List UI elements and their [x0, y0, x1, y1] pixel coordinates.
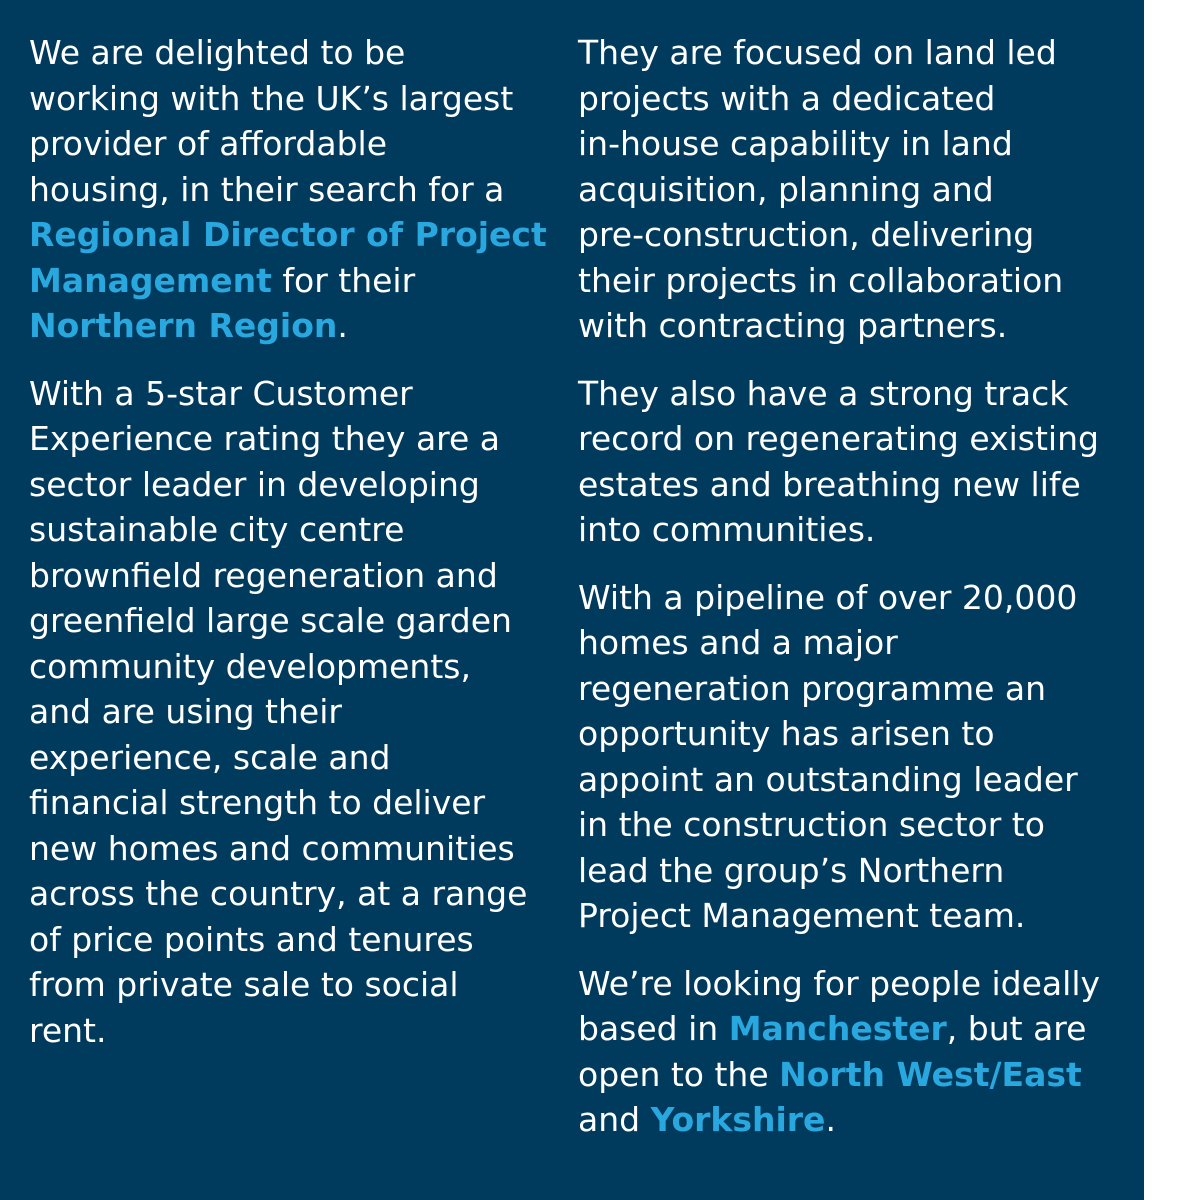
text-line: lead the group’s Northern: [578, 850, 1005, 890]
text-line: in the construction sector to: [578, 805, 1045, 844]
text-line: [578, 1052, 1130, 1098]
pipeline-paragraph: [578, 575, 1130, 939]
text-line: [29, 258, 549, 304]
location-paragraph: [578, 961, 1130, 1143]
text-line: and are using their: [29, 692, 342, 731]
text-line: Experience rating they are a: [29, 419, 501, 458]
text-fragment: .: [337, 306, 348, 345]
focus-paragraph: [578, 30, 1130, 349]
text-line: With a 5-star Customer: [29, 373, 413, 413]
track-record-paragraph: [578, 371, 1130, 553]
region-highlight: Northern Region: [29, 306, 338, 345]
text-line: in-house capability in land: [578, 124, 1013, 163]
text-fragment: .: [825, 1100, 836, 1139]
text-line: their projects in collaboration: [578, 260, 1064, 300]
text-line: appoint an outstanding leader: [578, 759, 1078, 799]
text-fragment: open to the: [578, 1054, 780, 1094]
text-line: experience, scale and: [29, 737, 391, 777]
text-line: With a pipeline of over 20,000: [578, 577, 1078, 617]
location-highlight: Manchester: [728, 1009, 947, 1048]
text-line: with contracting partners.: [578, 306, 1008, 345]
left-column: [29, 30, 549, 1075]
text-line: [578, 1097, 1130, 1143]
text-line: opportunity has arisen to: [578, 714, 995, 753]
intro-paragraph: [29, 30, 549, 349]
text-line: homes and a major: [578, 623, 898, 662]
text-line: They are focused on land led: [578, 33, 1057, 72]
text-line: sustainable city centre: [29, 510, 405, 549]
text-line: community developments,: [29, 646, 471, 686]
text-line: [578, 1006, 1130, 1052]
text-line: estates and breathing new life: [578, 464, 1081, 504]
text-line: sector leader in developing: [29, 464, 480, 504]
text-line: We’re looking for people ideally: [578, 963, 1101, 1003]
text-fragment: for their: [271, 260, 416, 300]
right-column: [578, 30, 1130, 1165]
text-line: Project Management team.: [578, 896, 1026, 935]
text-line: projects with a dedicated: [578, 78, 996, 118]
text-line: housing, in their search for a: [29, 169, 505, 209]
text-line: We are delighted to be: [29, 33, 406, 72]
text-fragment: based in: [578, 1009, 729, 1048]
text-line: record on regenerating existing: [578, 419, 1099, 458]
text-line: from private sale to social: [29, 965, 459, 1004]
text-line: regeneration programme an: [578, 668, 1047, 708]
rating-paragraph: [29, 371, 549, 1054]
job-title-highlight: Regional Director of Project: [29, 215, 547, 254]
text-line: rent.: [29, 1010, 107, 1050]
location-highlight: North West/East: [779, 1054, 1082, 1094]
text-line: They also have a strong track: [578, 373, 1069, 413]
text-line: brownfield regeneration and: [29, 555, 498, 595]
text-line: acquisition, planning and: [578, 169, 994, 209]
text-line: of price points and tenures: [29, 919, 474, 959]
job-title-highlight: Management: [29, 260, 272, 300]
text-line: pre-construction, delivering: [578, 215, 1035, 254]
text-line: provider of affordable: [29, 124, 388, 163]
text-line: greenfield large scale garden: [29, 601, 512, 640]
location-highlight: Yorkshire: [650, 1100, 826, 1139]
text-line: into communities.: [578, 510, 876, 549]
text-line: financial strength to deliver: [29, 783, 486, 822]
text-fragment: and: [578, 1100, 651, 1139]
text-fragment: , but are: [946, 1009, 1087, 1048]
text-line: [29, 303, 549, 349]
text-line: working with the UK’s largest: [29, 78, 514, 118]
text-line: across the country, at a range: [29, 874, 528, 913]
text-line: new homes and communities: [29, 828, 515, 868]
